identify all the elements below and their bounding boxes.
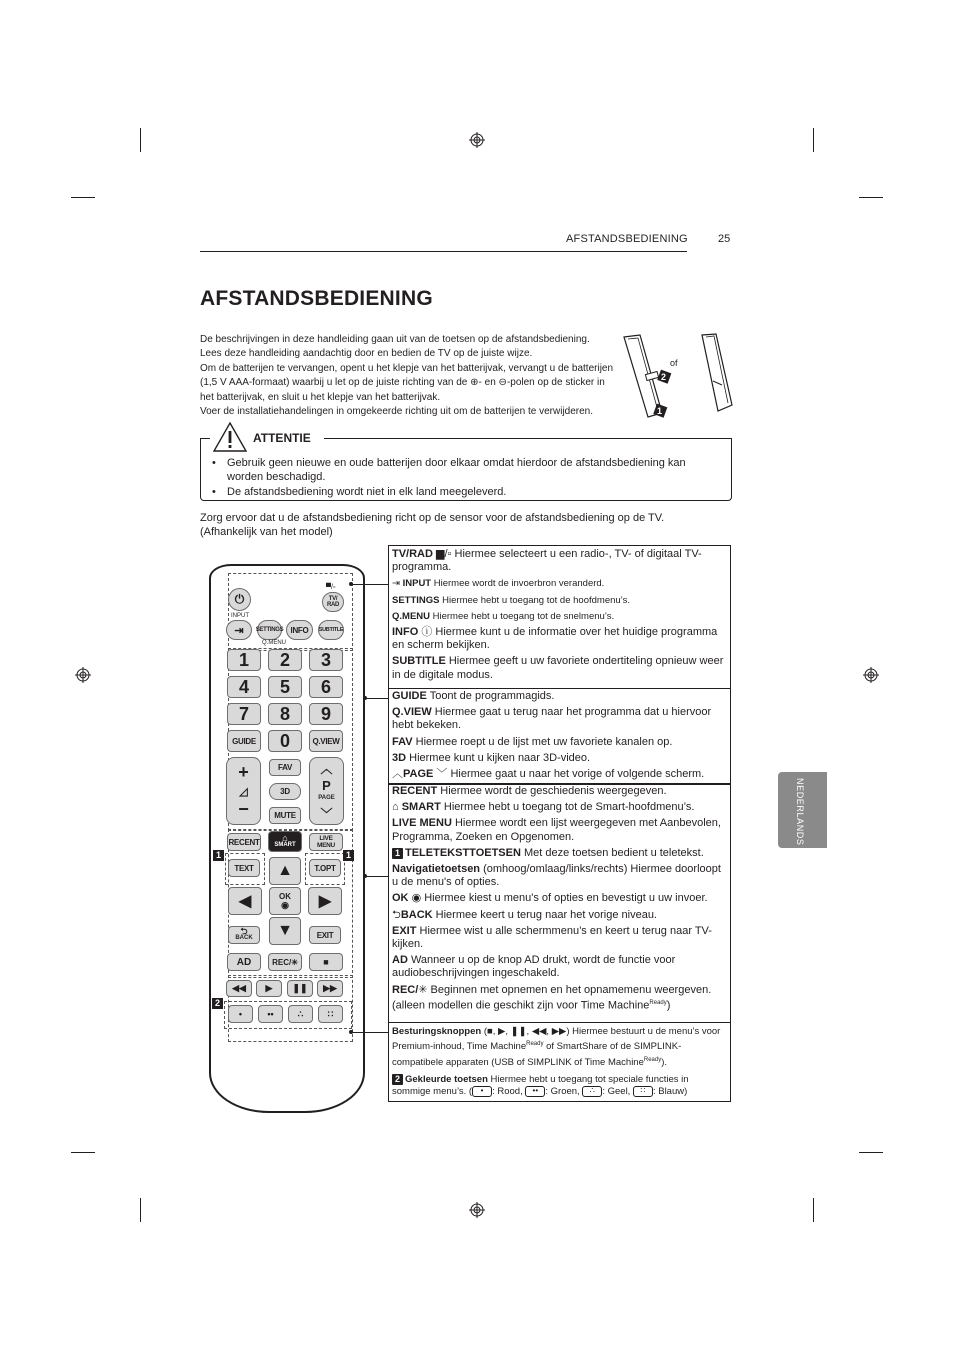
connector-line (365, 876, 388, 877)
exit-button[interactable]: EXIT (309, 926, 341, 944)
attention-top-rule (200, 438, 210, 439)
warning-triangle-icon (212, 421, 248, 453)
color-keys-badge: 2 (392, 1074, 403, 1085)
connector-dot (349, 582, 353, 586)
battery-step-1: 1 (657, 406, 663, 416)
intro-text (200, 333, 630, 419)
plus-pole-icon: ⊕ (470, 377, 479, 389)
desc-ad: AD Wanneer u op de knop AD drukt, wordt de functie voor audiobeschrijvingen ingeschakeld. (392, 954, 676, 980)
text-button[interactable]: TEXT (228, 859, 260, 877)
ok-button[interactable] (269, 887, 301, 915)
crop-mark (859, 197, 883, 198)
pause-button[interactable]: ❚❚ (287, 980, 313, 997)
rec-button[interactable] (268, 953, 302, 971)
attention-item: • Gebruik geen nieuwe en oude batterijen door elkaar omdat hierdoor de afstandsbediening kan worden beschadigd. (212, 456, 722, 485)
program-label: P (322, 778, 331, 793)
description-panel-lower (388, 783, 731, 1023)
qview-button[interactable]: Q.VIEW (309, 730, 343, 752)
input-icon: ⇥ (392, 578, 400, 590)
crop-mark (140, 128, 141, 152)
registration-mark-icon (75, 667, 91, 683)
ok-icon: ◉ (281, 900, 289, 910)
red-key-icon: • (472, 1086, 492, 1097)
connector-dot (349, 1030, 353, 1034)
digit-5-button[interactable]: 5 (268, 676, 302, 698)
intro-line: De beschrijvingen in deze handleiding gaan uit van de toetsen op de afstandsbediening. (200, 334, 590, 345)
desc-page: ︿PAGE ﹀ Hiermee gaat u naar het vorige of volgende scherm. (392, 768, 705, 781)
rewind-button[interactable]: ◀◀ (226, 980, 252, 997)
desc-rec: REC/✳ Beginnen met opnemen en het opnamemenu weergeven. (alleen modellen die geschikt zijn voor Time Machine$^{Ready}$) (392, 983, 712, 1012)
recent-button[interactable]: RECENT (227, 833, 261, 851)
desc-info: INFO ⓘ Hiermee kunt u de informatie over het huidige programma en scherm bekijken. (392, 626, 718, 652)
desc-exit: EXIT Hiermee wist u alle schermmenu’s en keert u terug naar TV-kijken. (392, 924, 712, 951)
fav-button[interactable]: FAV (269, 759, 301, 776)
intro-line: het batterijvak, en sluit u het klepje van het batterijvak. (200, 391, 441, 403)
tv-rad-icon: ▆/▫ (436, 548, 452, 560)
connector-line (351, 1032, 388, 1033)
registration-mark-icon (863, 667, 879, 683)
nav-left-button[interactable]: ◀ (228, 887, 262, 915)
nav-up-button[interactable]: ▲ (269, 857, 301, 885)
mute-button[interactable]: MUTE (269, 807, 301, 824)
teletext-badge-left: 1 (213, 850, 224, 861)
home-icon: ⌂ (282, 832, 288, 843)
aim-line: (Afhankelijk van het model) (200, 526, 333, 539)
transport-icons: ■, ▶, ❚❚, ◀◀, ▶▶ (487, 1026, 567, 1037)
home-icon: ⌂ (392, 801, 399, 814)
connector-dot (363, 696, 367, 700)
digit-9-button[interactable]: 9 (309, 703, 343, 725)
digit-7-button[interactable]: 7 (227, 703, 261, 725)
ad-button[interactable]: AD (227, 953, 261, 971)
back-arrow-icon: ⮌ (392, 908, 401, 921)
digit-6-button[interactable]: 6 (309, 676, 343, 698)
aim-line: Zorg ervoor dat u de afstandsbediening richt op de sensor voor de afstandsbediening op de TV. (200, 512, 665, 524)
intro-line: Lees deze handleiding aandachtig door en bedien de TV op de juiste wijze. (200, 348, 533, 360)
desc-navigation: Navigatietoetsen (omhoog/omlaag/links/rechts) Hiermee doorloopt u de menu's of opties. (392, 863, 721, 889)
chevron-up-icon: ︿ (320, 762, 333, 776)
digit-8-button[interactable]: 8 (268, 703, 302, 725)
digit-4-button[interactable]: 4 (227, 676, 261, 698)
input-label: INPUT (231, 613, 249, 619)
volume-icon: ◿ (239, 785, 248, 798)
blue-button[interactable]: ∷ (318, 1005, 343, 1023)
header-rule (200, 251, 687, 252)
battery-replacement-figure (618, 333, 738, 423)
digit-1-button[interactable]: 1 (227, 649, 261, 671)
desc-input: ⇥ INPUT Hiermee wordt de invoerbron veranderd. (392, 578, 605, 590)
info-icon: ⓘ (421, 626, 433, 639)
ok-icon: ◉ (411, 892, 422, 905)
battery-or-label: of (670, 358, 678, 368)
description-panel-bottom (388, 1022, 731, 1102)
desc-tv-rad: TV/RAD ▆/▫ Hiermee selecteert u een radio-, TV- of digitaal TV-programma. (392, 548, 702, 574)
smart-label: SMART (274, 841, 296, 848)
desc-teletext: 1 TELETEKSTTOETSEN Met deze toetsen bedient u teletekst. (389, 847, 730, 860)
yellow-button[interactable]: ∴ (288, 1005, 313, 1023)
chevron-down-icon: ﹀ (436, 768, 448, 781)
desc-recent: RECENT Hiermee wordt de geschiedenis weergegeven. (392, 785, 667, 797)
rec-icon: ✳ (291, 957, 298, 967)
desc-settings: SETTINGS Hiermee hebt u toegang tot de hoofdmenu’s. (392, 594, 630, 606)
crop-mark (813, 1198, 814, 1222)
aim-instruction (200, 511, 720, 540)
input-button[interactable]: ⇥ (226, 620, 252, 640)
ok-label: OK (279, 892, 291, 901)
nav-down-button[interactable]: ▼ (269, 917, 301, 945)
stop-button[interactable]: ■ (309, 953, 343, 971)
connector-line (351, 584, 388, 585)
intro-line: Voer de installatiehandelingen in omgekeerde richting uit om de batterijen te verwijderen. (200, 406, 594, 418)
teletext-badge: 1 (392, 848, 403, 859)
battery-step-2: 2 (661, 372, 667, 382)
digit-0-button[interactable]: 0 (268, 730, 302, 752)
back-button[interactable] (228, 926, 260, 944)
desc-subtitle: SUBTITLE Hiermee geeft u uw favoriete ondertiteling opnieuw weer in de digitale modus. (392, 655, 724, 681)
chevron-up-icon: ︿ (392, 768, 403, 781)
desc-live-menu: LIVE MENU Hiermee wordt een lijst weergegeven met Aanbevolen, Programma, Zoeken en Opgenomen. (392, 817, 721, 843)
running-header: AFSTANDSBEDIENING (566, 233, 688, 245)
volume-rocker[interactable] (226, 757, 261, 825)
attention-item: • De afstandsbediening wordt niet in elk land meegeleverd. (212, 485, 722, 499)
3d-button[interactable]: 3D (269, 783, 301, 800)
crop-mark (71, 1152, 95, 1153)
digit-3-button[interactable]: 3 (309, 649, 343, 671)
volume-down-icon: − (238, 799, 249, 819)
crop-mark (813, 128, 814, 152)
tv-rad-button[interactable]: TV/ RAD (322, 592, 344, 612)
settings-button[interactable]: SETTINGS (257, 620, 282, 640)
description-panel-top (388, 545, 731, 689)
page-label: PAGE (318, 795, 335, 801)
desc-fav: FAV Hiermee roept u de lijst met uw favoriete kanalen op. (392, 735, 673, 748)
connector-line (365, 698, 388, 699)
fast-forward-button[interactable]: ▶▶ (317, 980, 343, 997)
back-label: BACK (235, 935, 253, 941)
side-tab-label: NEDERLANDS (795, 778, 805, 846)
desc-smart: ⌂ SMART Hiermee hebt u toegang tot de Smart-hoofdmenu’s. (392, 801, 695, 814)
play-button[interactable]: ▶ (256, 980, 282, 997)
minus-pole-icon: ⊖ (498, 377, 507, 389)
attention-top-rule (324, 438, 731, 439)
yellow-key-icon: ∴ (582, 1086, 602, 1097)
desc-qmenu: Q.MENU Hiermee hebt u toegang tot de snelmenu’s. (392, 610, 615, 622)
desc-back: ⮌BACK Hiermee keert u terug naar het vorige niveau. (392, 908, 657, 921)
rec-icon: ✳ (418, 983, 428, 996)
qmenu-label: Q.MENU (262, 640, 286, 646)
page-number: 25 (718, 233, 731, 245)
red-button[interactable]: • (228, 1005, 253, 1023)
attention-title: ATTENTIE (253, 431, 311, 445)
guide-button[interactable]: GUIDE (227, 730, 261, 752)
crop-mark (71, 197, 95, 198)
registration-mark-icon (469, 1202, 485, 1218)
desc-qview: Q.VIEW Hiermee gaat u terug naar het programma dat u hiervoor hebt bekeken. (392, 706, 712, 732)
rec-label: REC/ (272, 957, 292, 967)
teletext-badge-right: 1 (343, 850, 354, 861)
desc-3d: 3D Hiermee kunt u kijken naar 3D-video. (392, 751, 591, 764)
chevron-down-icon: ﹀ (320, 807, 333, 821)
desc-controls: Besturingsknoppen (■, ▶, ❚❚, ◀◀, ▶▶) Hiermee bestuurt u de menu’s voor Premium-inhoud, Time Machine$^{Ready}$ of SmartShare of de SIMPLINK-compatibele apparaten (USB of SIMPLINK of Time Machine$^{Ready}$). (392, 1026, 721, 1069)
description-panel-middle (388, 688, 731, 785)
topt-button[interactable]: T.OPT (309, 859, 341, 877)
intro-line: (1,5 V AAA-formaat) waarbij u let op de juiste richting van de ⊕- en ⊖-polen op de sticker in (200, 377, 605, 389)
attention-list (212, 456, 722, 499)
desc-color-keys: 2 Gekleurde toetsen Hiermee hebt u toegang tot speciale functies in sommige menu’s. ( • : Rood, •• : Groen, ∴ : Geel, ∷ : Blauw) (392, 1073, 689, 1097)
desc-guide: GUIDE Toont de programmagids. (392, 690, 555, 702)
digit-2-button[interactable]: 2 (268, 649, 302, 671)
back-arrow-icon: ⮌ (240, 926, 248, 936)
intro-line: Om de batterijen te vervangen, opent u het klepje van het batterijvak, vervangt u de batterijen (200, 362, 614, 374)
power-button[interactable]: ⏻ (228, 588, 251, 611)
nav-right-button[interactable]: ▶ (308, 887, 342, 915)
language-side-tab (778, 772, 827, 848)
connector-dot (363, 874, 367, 878)
smart-button[interactable] (268, 831, 302, 852)
subtitle-button[interactable]: SUBTITLE (318, 620, 344, 640)
info-button[interactable]: INFO (286, 620, 313, 640)
volume-up-icon: + (238, 762, 249, 782)
desc-ok: OK ◉ Hiermee kiest u menu's of opties en bevestigt u uw invoer. (392, 892, 708, 905)
green-button[interactable]: •• (258, 1005, 283, 1023)
crop-mark (140, 1198, 141, 1222)
live-menu-button[interactable]: LIVE MENU (309, 833, 343, 851)
color-keys-badge: 2 (212, 998, 223, 1009)
green-key-icon: •• (525, 1086, 545, 1097)
tv-rad-icon: ▀/▫ (326, 584, 336, 591)
registration-mark-icon (469, 132, 485, 148)
program-rocker[interactable] (309, 757, 344, 825)
blue-key-icon: ∷ (633, 1086, 653, 1097)
crop-mark (859, 1152, 883, 1153)
page-title: AFSTANDSBEDIENING (200, 287, 433, 310)
